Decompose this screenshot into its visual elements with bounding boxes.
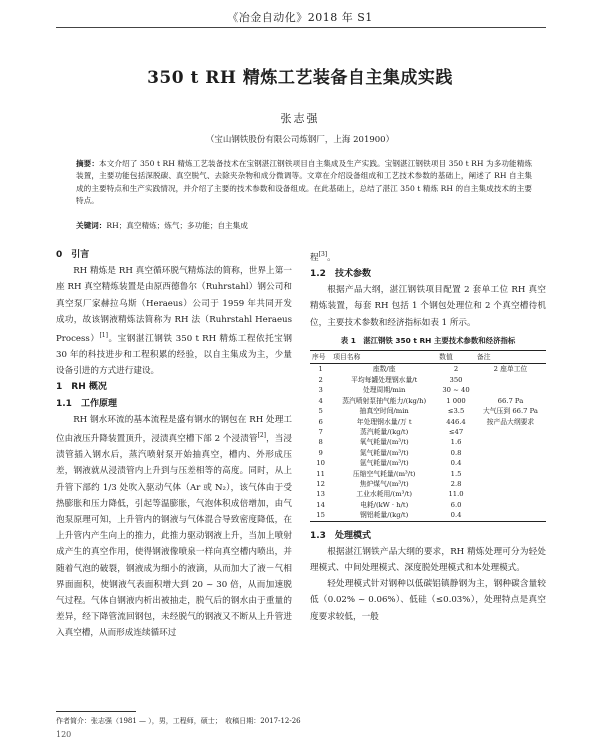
table-cell: 10	[316, 459, 325, 468]
table-cell: 446.4	[446, 417, 466, 426]
table-cell: 氧气耗量/(m³/t)	[359, 438, 409, 447]
abstract-label: 摘要：	[76, 159, 100, 168]
left-column	[56, 247, 292, 642]
principle-text: RH 钢水环流的基本流程是盛有钢水的钢包在 RH 处理工位由液压升降装置顶升，浸渍真空槽下部 2 个浸渍管	[56, 414, 292, 444]
table-cell	[475, 458, 546, 468]
table-row	[310, 448, 546, 458]
principle-text-2: ，当浸渍管插入钢水后，蒸汽喷射泵开始抽真空，槽内、外形成压差，钢液就从浸渍管内上升到与压差相等的高度。同时，从上升管下部约 1/3 处吹入驱动气体（Ar 或 N₂），该气体由于受热膨胀和压力降低，引起等温膨胀，气泡体积成倍增加，由气泡泵原理可知，上升管内的钢液与气体混合导致密度降低，在上升管内产生向上的推力，此推力驱动钢液上升，当加上喷射成产生的真空作用，使得钢液像喷泉一样向真空槽内喷出，并随着气泡的破裂，钢液成为细小的液滴，从而加大了液－气相界面面积，使钢液气表面积增大到 20 ~ 30 倍，从而加速脱气过程。气体自钢液内析出被抽走，脱气后的钢水由于重量的差异，经下降管流回钢包，未经脱气的钢液又不断从上升管进入真空槽，从而形成连续循环过	[56, 433, 292, 639]
params-paragraph: 根据产品大纲，湛江钢铁项目配置 2 套单工位 RH 真空精炼装置，每套 RH 包括 1 个钢包处理位和 2 个真空槽待机位，主要技术参数和经济指标如表 1 所示。	[310, 285, 546, 328]
table-row	[310, 437, 546, 447]
table-cell: 年处理钢水量/万 t	[356, 417, 412, 426]
modes-paragraph-2: 轻处理模式针对钢种以低碳铝镇静钢为主，钢种碳含量较低（0.02% ~ 0.06%）、低硅（≤0.03%），处理特点是真空度要求较低，一般	[310, 579, 546, 622]
table-cell: 15	[310, 510, 331, 521]
footnote-rule	[56, 711, 136, 712]
table-cell: 平均每罐处理钢水量/t	[351, 375, 418, 384]
citation: [1]	[99, 332, 108, 340]
table-cell: 钢铝耗量/(kg/t)	[331, 510, 437, 521]
table-cell: 6	[318, 417, 323, 426]
table-cell: 工业水耗用/(m³/t)	[356, 490, 413, 499]
table-cell: 按产品大纲要求	[486, 417, 535, 426]
intro-text-2: 。宝钢湛江钢铁 350 t RH 精炼工程依托宝钢 30 年的科技进步和工程积累的经验，以自主集成为主，少量设备引进的方式进行建设。	[56, 333, 292, 377]
table-cell: 14	[316, 500, 325, 509]
table-row	[310, 417, 546, 427]
table-cell: 0.8	[450, 448, 462, 457]
header-rule	[56, 27, 546, 28]
intro-paragraph	[56, 263, 292, 379]
table-row	[310, 489, 546, 499]
table-cell: ≤47	[448, 427, 464, 436]
table-cell: 6.0	[450, 500, 462, 509]
table-cell	[475, 500, 546, 510]
table-row	[310, 458, 546, 468]
table-cell: 12	[316, 479, 325, 488]
table-cell: 7	[318, 427, 323, 436]
table-cell: 11	[316, 469, 325, 478]
table-cell: 30 ~ 40	[442, 386, 470, 395]
table-cell: 2 座单工位	[493, 365, 528, 374]
table-cell: 1 000	[446, 396, 466, 405]
table-cell: 66.7 Pa	[497, 396, 524, 405]
table-cell: 350	[449, 375, 463, 384]
table-row	[310, 427, 546, 437]
abstract-text: 本文介绍了 350 t RH 精炼工艺装备技术在宝钢湛江钢铁项目自主集成及生产实践。宝钢湛江钢铁项目 350 t RH 为多功能精炼装置，主要功能包括深脱碳、真空脱气、去除夹杂物和成分微调等。文章在介绍设备组成和工艺技术参数的基础上，阐述了 RH 自主集成的主要特点和生产实践情况，并介绍了主要的技术参数和设备组成。在此基础上，总结了湛江 350 t 精炼 RH 的自主集成技术的主要特点。	[76, 159, 533, 206]
table-cell: 11.0	[448, 490, 464, 499]
table-row	[310, 406, 546, 416]
table-cell: 大气压到 66.7 Pa	[482, 407, 538, 416]
continued-end: 。	[327, 252, 336, 263]
continued-text: 程	[310, 252, 319, 263]
table-cell: 电耗/(kW · h/t)	[360, 500, 409, 509]
section-heading-rh: 1 RH 概况	[56, 382, 107, 393]
table-cell: 1	[318, 365, 323, 374]
table-cell: 0.4	[450, 459, 462, 468]
table-cell: 抽真空时间/min	[359, 407, 409, 416]
table-row	[310, 396, 546, 406]
table-row	[310, 364, 546, 375]
page-number: 120	[56, 730, 72, 739]
table-row	[310, 479, 546, 489]
table-cell	[475, 448, 546, 458]
table-row	[310, 385, 546, 395]
table-cell: 2	[318, 375, 323, 384]
table-cell: 2.8	[450, 479, 462, 488]
footnote: 作者简介：张志强（1981 — ），男，工程师，硕士； 收稿日期：2017-12-26	[56, 717, 301, 725]
running-head: 《冶金自动化》2018 年 S1	[227, 11, 373, 24]
table-header-cell: 数值	[437, 351, 475, 364]
continued-paragraph	[310, 247, 546, 266]
table-header-cell: 项目名称	[331, 351, 437, 364]
parameter-table	[310, 350, 546, 522]
table-cell: ≤3.5	[447, 407, 465, 416]
principle-paragraph	[56, 412, 292, 642]
table-cell: 5	[318, 407, 323, 416]
table-cell: 9	[318, 448, 323, 457]
table-header-row	[310, 351, 546, 364]
table-header-cell: 序号	[310, 351, 331, 364]
table-cell: 1.5	[450, 469, 462, 478]
table-cell	[475, 510, 546, 521]
keywords	[76, 220, 532, 231]
section-heading-params: 1.2 技术参数	[310, 269, 371, 280]
paper-title: 350 t RH 精炼工艺装备自主集成实践	[147, 68, 453, 88]
table-cell	[475, 375, 546, 385]
table-row	[310, 375, 546, 385]
table-caption: 表 1 湛江钢铁 350 t RH 主要技术参数和经济指标	[340, 335, 516, 345]
section-heading-intro: 0 引言	[56, 250, 90, 260]
abstract	[76, 158, 532, 208]
table-header-cell: 备注	[475, 351, 546, 364]
table-cell: 焦炉煤气/(m³/t)	[359, 479, 409, 488]
table-cell: 氮气耗量/(m³/t)	[359, 448, 409, 457]
right-column	[310, 247, 546, 625]
table-row	[310, 500, 546, 510]
table-cell: 4	[318, 396, 323, 405]
table-cell: 蒸汽耗量/(kg/t)	[360, 427, 409, 436]
citation: [3]	[318, 251, 328, 258]
section-heading-principle: 1.1 工作原理	[56, 398, 117, 409]
author: 张志强	[280, 112, 320, 125]
table-cell: 2	[453, 365, 459, 374]
table-cell: 处理周期/min	[362, 386, 406, 395]
table-cell: 压缩空气耗量/(m³/t)	[352, 469, 416, 478]
table-cell: 1.6	[450, 438, 462, 447]
table-cell	[475, 427, 546, 437]
table-cell	[475, 385, 546, 395]
table-cell: 13	[316, 490, 325, 499]
table-row	[310, 510, 546, 521]
keywords-label: 关键词：	[76, 221, 107, 230]
section-heading-modes: 1.3 处理模式	[310, 530, 371, 541]
table-cell: 座数/座	[372, 365, 396, 374]
table-row	[310, 469, 546, 479]
affiliation: （宝山钢铁股份有限公司炼钢厂，上海 201900）	[205, 135, 395, 145]
table-cell: 8	[318, 438, 323, 447]
table-cell	[475, 489, 546, 499]
keywords-text: RH；真空精炼；炼气；多功能；自主集成	[106, 221, 248, 230]
table-cell	[475, 437, 546, 447]
table-cell: 0.4	[437, 510, 475, 521]
citation: [2]	[257, 432, 267, 440]
table-cell: 氩气耗量/(m³/t)	[359, 459, 409, 468]
modes-paragraph-1: 根据湛江钢铁产品大纲的要求，RH 精炼处理可分为轻处理模式、中间处理模式、深度脱处理模式和本处理模式。	[310, 546, 546, 573]
table-cell: 蒸汽喷射泵抽气能力/(kg/h)	[342, 396, 427, 405]
intro-text: RH 精炼是 RH 真空循环脱气精炼法的简称，世界上第一座 RH 真空精炼装置是由原西德鲁尔（Ruhrstahl）钢公司和真空泵厂家赫拉乌斯（Heraeus）公司于 1959 年共同开发成功，故该钢液精炼法简称为 RH 法（Ruhrstahl Heraeus Process）	[56, 266, 292, 344]
table-cell: 3	[318, 386, 323, 395]
table-cell	[475, 479, 546, 489]
table-cell	[475, 469, 546, 479]
